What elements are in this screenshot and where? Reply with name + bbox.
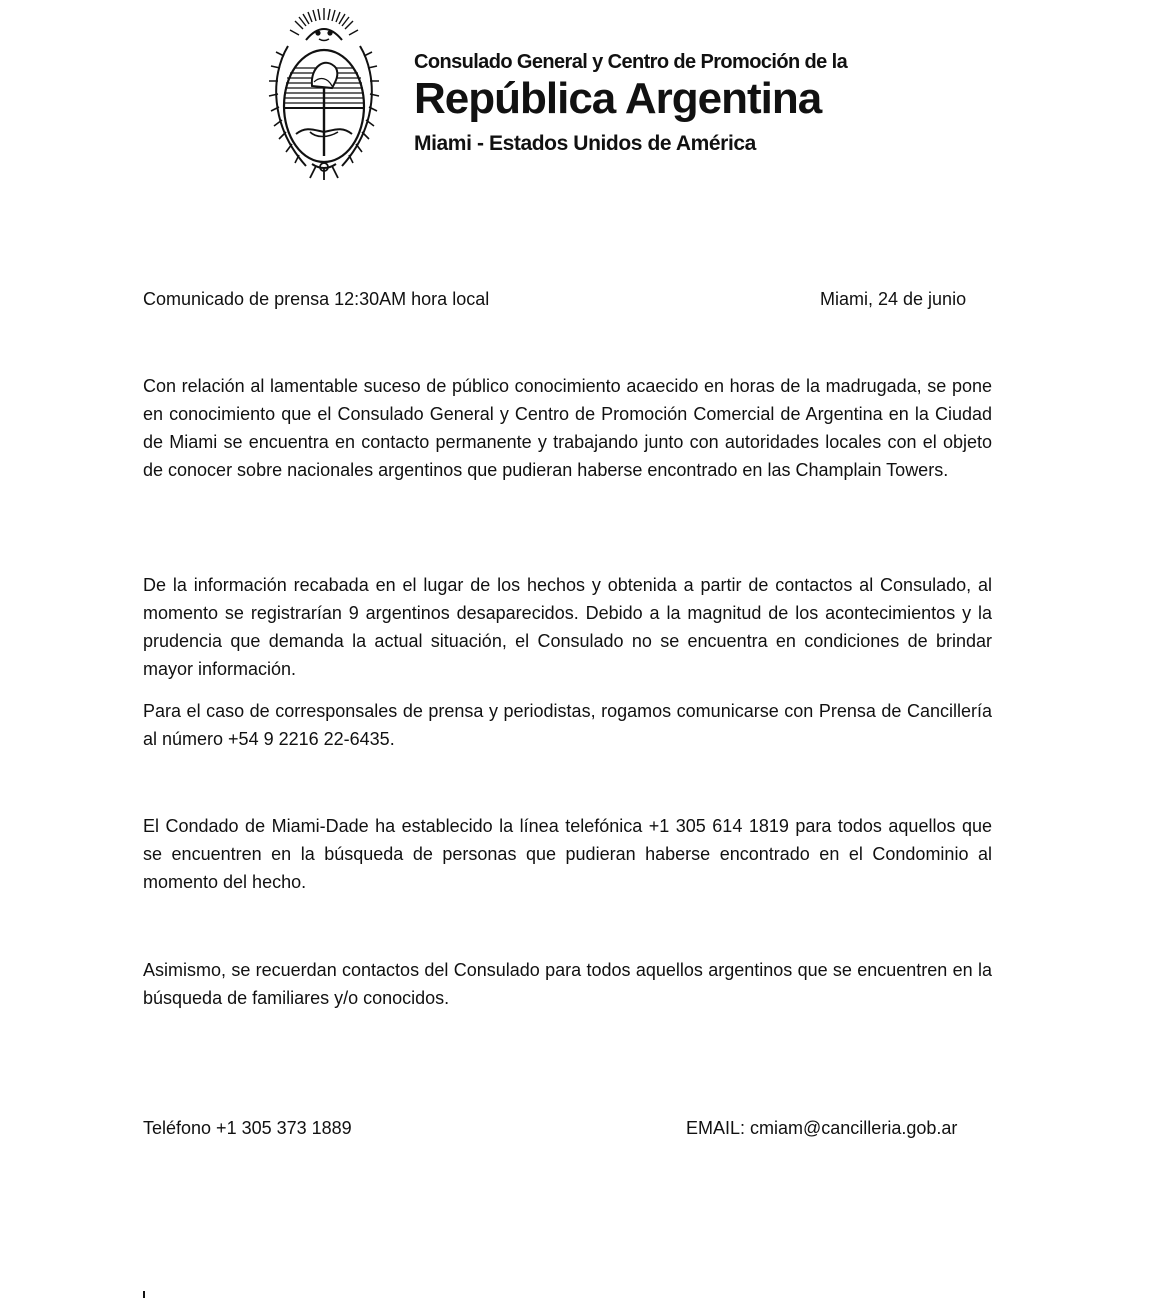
location-line: Miami - Estados Unidos de América: [414, 132, 756, 155]
letterhead: [262, 6, 882, 184]
body-paragraph-5: Asimismo, se recuerdan contactos del Consulado para todos aquellos argentinos que se encuentren en la búsqueda de familiares y/o conocidos.: [143, 960, 992, 1008]
institution-name: Consulado General y Centro de Promoción de la: [414, 51, 848, 73]
page-corner-mark: [143, 1291, 145, 1298]
body-paragraph-1: Con relación al lamentable suceso de público conocimiento acaecido en horas de la madrugada, se pone en conocimiento que el Consulado General y Centro de Promoción Comercial de Argentina en la Ciudad de Miami se encuentra en contacto permanente y trabajando junto con autoridades locales con el objeto de conocer sobre nacionales argentinos que pudieran haberse encontrado en las Champlain Towers.: [143, 376, 992, 480]
coat-of-arms-icon: [266, 6, 382, 182]
footer-email: EMAIL: cmiam@cancilleria.gob.ar: [686, 1118, 958, 1138]
body-paragraph-4: El Condado de Miami-Dade ha establecido la línea telefónica +1 305 614 1819 para todos aquellos que se encuentren en la búsqueda de personas que pudieran haberse encontrado en el Condominio al momento del hecho.: [143, 816, 992, 892]
press-release-title: Comunicado de prensa 12:30AM hora local: [143, 289, 490, 309]
country-name: República Argentina: [414, 74, 822, 123]
footer-phone: Teléfono +1 305 373 1889: [143, 1118, 352, 1138]
body-paragraph-2: De la información recabada en el lugar de los hechos y obtenida a partir de contactos al Consulado, al momento se registrarían 9 argentinos desaparecidos. Debido a la magnitud de los acontecimientos y la prudencia que demanda la actual situación, el Consulado no se encuentra en condiciones de brindar mayor información.: [143, 575, 992, 679]
release-date: Miami, 24 de junio: [820, 289, 967, 309]
body-paragraph-3: Para el caso de corresponsales de prensa y periodistas, rogamos comunicarse con Prensa de Cancillería al número +54 9 2216 22-6435.: [143, 701, 992, 749]
